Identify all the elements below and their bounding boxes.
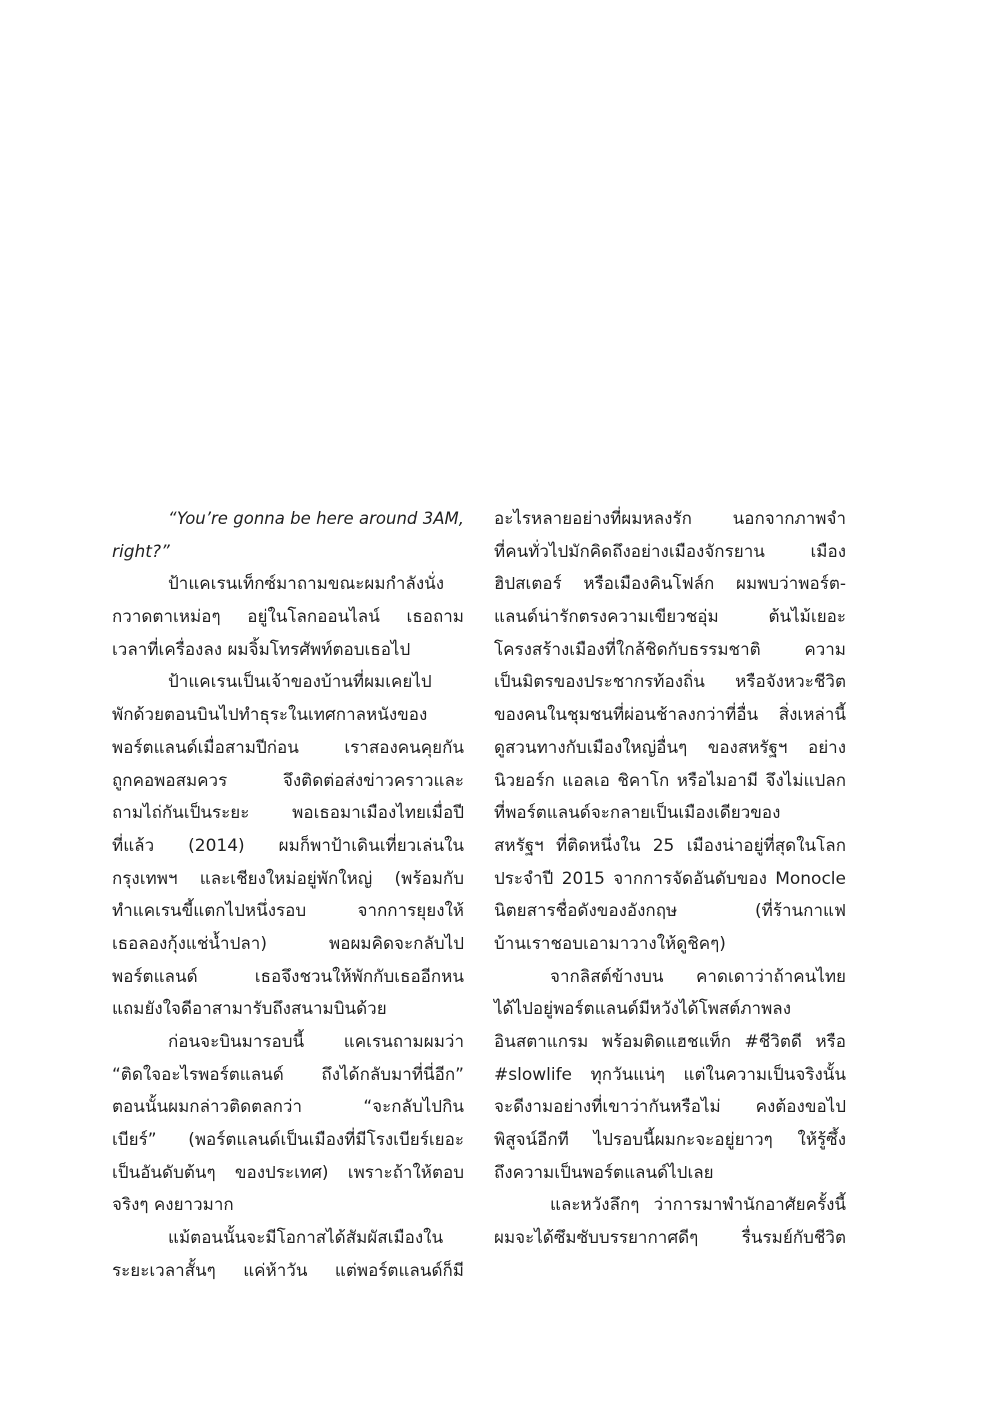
- text-line: นิวยอร์ก แอลเอ ชิคาโก หรือไมอามี จึงไม่แปลก: [494, 770, 846, 791]
- text-line: ผมจะได้ซึมซับบรรยากาศดีๆ รื่นรมย์กับชีวิต: [494, 1228, 846, 1249]
- text-line: นิตยสารชื่อดังของอังกฤษ (ที่ร้านกาแฟ: [494, 901, 846, 922]
- text-line: เบียร์” (พอร์ตแลนด์เป็นเมืองที่มีโรงเบียร์เยอะ: [112, 1130, 464, 1151]
- text-line: อินสตาแกรม พร้อมติดแฮชแท็ก #ชีวิตดี หรือ: [494, 1032, 846, 1052]
- text-line: สหรัฐฯ ที่ติดหนึ่งใน 25 เมืองน่าอยู่ที่สุดในโลก: [494, 835, 846, 856]
- text-line: ฮิปสเตอร์ หรือเมืองคินโฟล์ก ผมพบว่าพอร์ต-: [494, 574, 846, 595]
- text-line: right?”: [112, 541, 170, 562]
- text-line: ป้าแคเรนเท็กซ์มาถามขณะผมกำลังนั่ง: [168, 574, 445, 595]
- text-line: จะดีงามอย่างที่เขาว่ากันหรือไม่ คงต้องขอไป: [494, 1097, 846, 1118]
- text-line: พิสูจน์อีกที ไปรอบนี้ผมกะจะอยู่ยาวๆ ให้รู้ซึ้ง: [494, 1130, 846, 1151]
- left-text-column: [112, 503, 464, 1288]
- text-line: พักด้วยตอนบินไปทำธุระในเทศกาลหนังของ: [112, 705, 428, 726]
- text-line: ป้าแคเรนเป็นเจ้าของบ้านที่ผมเคยไป: [168, 672, 432, 693]
- text-line: ระยะเวลาสั้นๆ แค่ห้าวัน แต่พอร์ตแลนด์ก็มี: [112, 1260, 464, 1281]
- text-line: ที่พอร์ตแลนด์จะกลายเป็นเมืองเดียวของ: [494, 803, 781, 824]
- text-line: ถูกคอพอสมควร จึงติดต่อส่งข่าวคราวและ: [112, 770, 464, 791]
- text-line: ประจำปี 2015 จากการจัดอันดับของ Monocle: [494, 868, 846, 889]
- text-line: กวาดตาเหม่อๆ อยู่ในโลกออนไลน์ เธอถาม: [112, 607, 464, 628]
- text-line: ดูสวนทางกับเมืองใหญ่อื่นๆ ของสหรัฐฯ อย่าง: [494, 737, 846, 758]
- text-line: เป็นอันดับต้นๆ ของประเทศ) เพราะถ้าให้ตอบ: [112, 1162, 464, 1183]
- text-line: กรุงเทพฯ และเชียงใหม่อยู่พักใหญ่ (พร้อมกับ: [112, 868, 464, 889]
- text-line: แถมยังใจดีอาสามารับถึงสนามบินด้วย: [112, 999, 387, 1020]
- text-line: “ติดใจอะไรพอร์ตแลนด์ ถึงได้กลับมาที่นี่อีก”: [112, 1064, 464, 1085]
- text-line: ได้ไปอยู่พอร์ตแลนด์มีหวังได้โพสต์ภาพลง: [494, 999, 792, 1020]
- right-text-column: [494, 503, 846, 1255]
- text-line: เวลาที่เครื่องลง ผมจิ้มโทรศัพท์ตอบเธอไป: [112, 639, 411, 660]
- text-line: ตอนนั้นผมกล่าวติดตลกว่า “จะกลับไปกิน: [112, 1097, 464, 1118]
- text-line: เป็นมิตรของประชากรท้องถิ่น หรือจังหวะชีวิต: [494, 672, 846, 693]
- text-line: พอร์ตแลนด์ เธอจึงชวนให้พักกับเธออีกหน: [112, 966, 464, 987]
- text-line: บ้านเราชอบเอามาวางให้ดูชิคๆ): [494, 933, 726, 954]
- text-line: และหวังลึกๆ ว่าการมาพำนักอาศัยครั้งนี้: [550, 1195, 846, 1216]
- text-line: โครงสร้างเมืองที่ใกล้ชิดกับธรรมชาติ ความ: [494, 639, 846, 660]
- text-line: ถามไถ่กันเป็นระยะ พอเธอมาเมืองไทยเมื่อปี: [112, 803, 464, 824]
- text-line: พอร์ตแลนด์เมื่อสามปีก่อน เราสองคนคุยกัน: [112, 737, 464, 758]
- text-line: “You’re gonna be here around 3AM,: [168, 509, 464, 528]
- text-line: ที่แล้ว (2014) ผมก็พาป้าเดินเที่ยวเล่นใน: [112, 835, 464, 856]
- text-line: อะไรหลายอย่างที่ผมหลงรัก นอกจากภาพจำ: [494, 509, 846, 529]
- text-line: ทำแคเรนขี้แตกไปหนึ่งรอบ จากการยุยงให้: [112, 901, 464, 922]
- text-line: ที่คนทั่วไปมักคิดถึงอย่างเมืองจักรยาน เมือง: [494, 541, 846, 562]
- text-line: แม้ตอนนั้นจะมีโอกาสได้สัมผัสเมืองใน: [168, 1228, 444, 1249]
- text-line: ก่อนจะบินมารอบนี้ แคเรนถามผมว่า: [168, 1032, 464, 1052]
- text-line: ของคนในชุมชนที่ผ่อนช้าลงกว่าที่อื่น สิ่งเหล่านี้: [494, 705, 846, 726]
- text-line: ถึงความเป็นพอร์ตแลนด์ไปเลย: [494, 1162, 714, 1183]
- text-line: เธอลองกุ้งแช่น้ำปลา) พอผมคิดจะกลับไป: [112, 933, 464, 954]
- text-line: จริงๆ คงยาวมาก: [112, 1195, 234, 1216]
- text-line: #slowlife ทุกวันแน่ๆ แต่ในความเป็นจริงนั้น: [494, 1064, 846, 1085]
- text-line: แลนด์น่ารักตรงความเขียวชอุ่ม ต้นไม้เยอะ: [494, 607, 846, 628]
- text-line: จากลิสต์ข้างบน คาดเดาว่าถ้าคนไทย: [550, 966, 846, 987]
